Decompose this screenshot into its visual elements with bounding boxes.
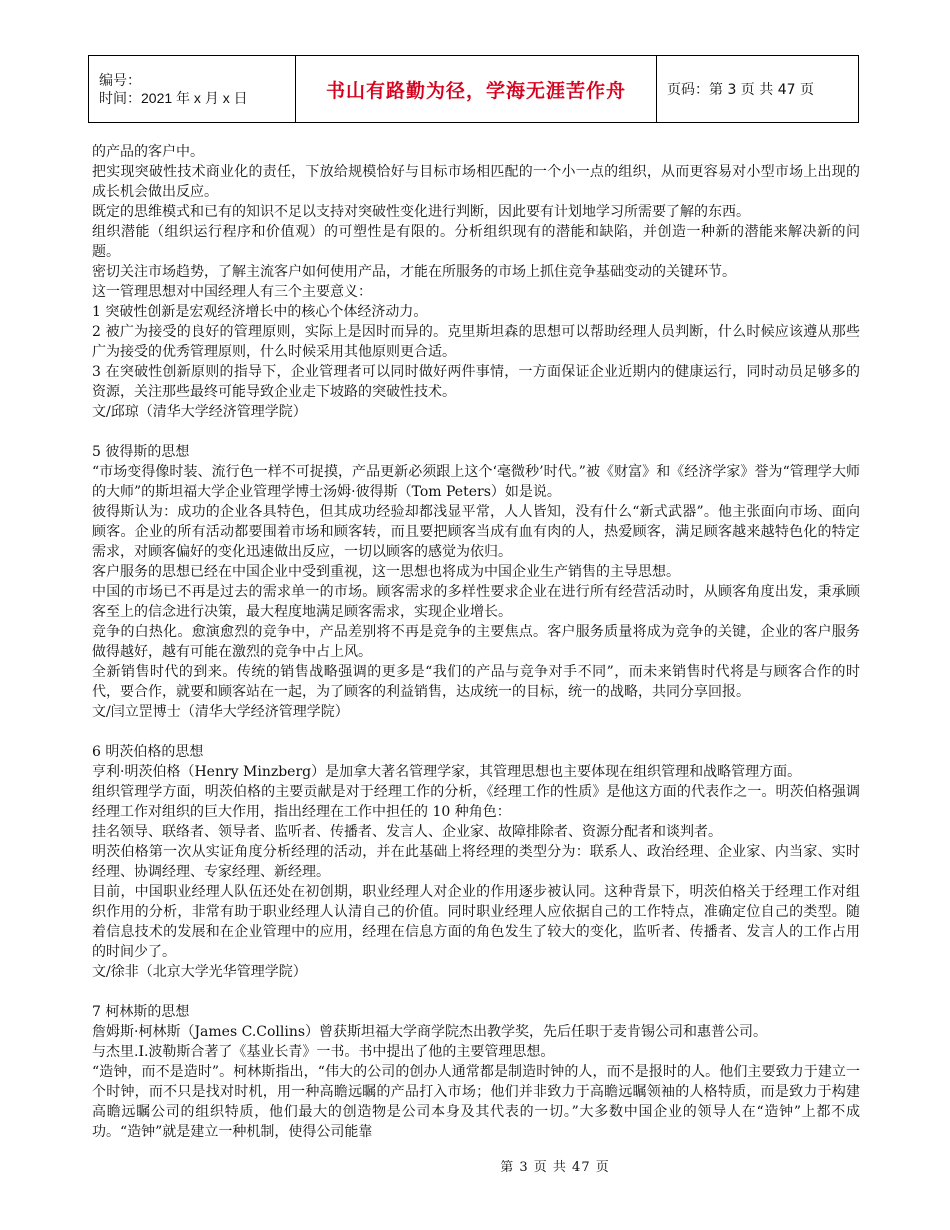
- document-date-label: 时间：2021 年 x 月 x 日: [99, 90, 248, 106]
- paragraph: 这一管理思想对中国经理人有三个主要意义：: [92, 284, 372, 300]
- paragraph: 3 在突破性创新原则的指导下，企业管理者可以同时做好两件事情，一方面保证企业近期内的健康运行，同时动员足够多的资源，关注那些最终可能导致企业走下坡路的突破性技术。: [92, 364, 860, 400]
- paragraph: 明茨伯格第一次从实证角度分析经理的活动，并在此基础上将经理的类型分为：联系人、政治经理、企业家、内当家、实时经理、协调经理、专家经理、新经理。: [92, 844, 860, 880]
- paragraph: 与杰里.I.波勒斯合著了《基业长青》一书。书中提出了他的主要管理思想。: [92, 1044, 555, 1060]
- paragraph: 彼得斯认为：成功的企业各具特色，但其成功经验却都浅显平常，人人皆知，没有什么“新式武器”。他主张面向市场、面向顾客。企业的所有活动都要围着市场和顾客转，而且要把顾客当成有血有肉的人，热爱顾客，满足顾客越来越特色化的特定需求，对顾客偏好的变化迅速做出反应，一切以顾客的感觉为依归。: [92, 504, 860, 560]
- paragraph: 5 彼得斯的思想: [92, 444, 190, 460]
- paragraph: 挂名领导、联络者、领导者、监听者、传播者、发言人、企业家、故障排除者、资源分配者和谈判者。: [92, 824, 722, 840]
- paragraph: 文/徐非（北京大学光华管理学院）: [92, 964, 307, 980]
- paragraph: 文/邱琼（清华大学经济管理学院）: [92, 404, 307, 420]
- paragraph: 文/闫立罡博士（清华大学经济管理学院）: [92, 704, 349, 720]
- paragraph: 中国的市场已不再是过去的需求单一的市场。顾客需求的多样性要求企业在进行所有经营活动时，从顾客角度出发，秉承顾客至上的信念进行决策，最大程度地满足顾客需求，实现企业增长。: [92, 584, 860, 620]
- paragraph: 全新销售时代的到来。传统的销售战略强调的更多是“我们的产品与竞争对手不同”，而未来销售时代将是与顾客合作的时代，要合作，就要和顾客站在一起，为了顾客的利益销售，达成统一的目标，统一的战略，共同分享回报。: [92, 664, 860, 700]
- document-body: [92, 142, 860, 1142]
- paragraph: 目前，中国职业经理人队伍还处在初创期，职业经理人对企业的作用逐步被认同。这种背景下，明茨伯格关于经理工作对组织作用的分析，非常有助于职业经理人认清自己的价值。同时职业经理人应依据自己的工作特点，准确定位自己的类型。随着信息技术的发展和在企业管理中的应用，经理在信息方面的角色发生了较大的变化，监听者、传播者、发言人的工作占用的时间少了。: [92, 884, 860, 960]
- footer-page-number: 第 3 页 共 47 页: [500, 1160, 610, 1175]
- paragraph: “市场变得像时装、流行色一样不可捉摸，产品更新必须跟上这个‘毫微秒’时代。”被《财富》和《经济学家》誉为“管理学大师的大师”的斯坦福大学企业管理学博士汤姆·彼得斯（Tom Peters）如是说。: [92, 464, 860, 500]
- page-footer: [0, 1156, 950, 1175]
- header-motto: 书山有路勤为径，学海无涯苦作舟: [296, 56, 657, 123]
- paragraph: 竞争的白热化。愈演愈烈的竞争中，产品差别将不再是竞争的主要焦点。客户服务质量将成为竞争的关键，企业的客户服务做得越好，越有可能在激烈的竞争中占上风。: [92, 624, 860, 660]
- paragraph: 密切关注市场趋势，了解主流客户如何使用产品，才能在所服务的市场上抓住竞争基础变动的关键环节。: [92, 264, 736, 280]
- paragraph: 亨利·明茨伯格（Henry Minzberg）是加拿大著名管理学家，其管理思想也主要体现在组织管理和战略管理方面。: [92, 764, 802, 780]
- header-page-label: 页码：第 3 页 共 47 页: [657, 56, 859, 123]
- paragraph: 7 柯林斯的思想: [92, 1004, 190, 1020]
- paragraph: 6 明茨伯格的思想: [92, 744, 204, 760]
- paragraph: 既定的思维模式和已有的知识不足以支持对突破性变化进行判断，因此要有计划地学习所需要了解的东西。: [92, 204, 750, 220]
- paragraph: 2 被广为接受的良好的管理原则，实际上是因时而异的。克里斯坦森的思想可以帮助经理人员判断，什么时候应该遵从那些广为接受的优秀管理原则，什么时候采用其他原则更合适。: [92, 324, 860, 360]
- header-table: [88, 55, 859, 123]
- paragraph: 组织管理学方面，明茨伯格的主要贡献是对于经理工作的分析，《经理工作的性质》是他这方面的代表作之一。明茨伯格强调经理工作对组织的巨大作用，指出经理在工作中担任的 10 种角色：: [92, 784, 860, 820]
- blank-line: [92, 722, 860, 742]
- paragraph: 组织潜能（组织运行程序和价值观）的可塑性是有限的。分析组织现有的潜能和缺陷，并创造一种新的潜能来解决新的问题。: [92, 224, 860, 260]
- document-number-label: 编号：: [99, 72, 141, 88]
- header-meta-cell: [89, 56, 296, 123]
- paragraph: 詹姆斯·柯林斯（James C.Collins）曾获斯坦福大学商学院杰出教学奖，先后任职于麦肯锡公司和惠普公司。: [92, 1024, 768, 1040]
- paragraph: “造钟，而不是造时”。柯林斯指出，“伟大的公司的创办人通常都是制造时钟的人，而不是报时的人。他们主要致力于建立一个时钟，而不只是找对时机，用一种高瞻远瞩的产品打入市场；他们并非致力于高瞻远瞩领袖的人格特质，而是致力于构建高瞻远瞩公司的组织特质，他们最大的创造物是公司本身及其代表的一切。”大多数中国企业的领导人在“造钟”上都不成功。“造钟”就是建立一种机制，使得公司能靠: [92, 1064, 860, 1140]
- paragraph: 的产品的客户中。: [92, 144, 204, 160]
- paragraph: 把实现突破性技术商业化的责任，下放给规模恰好与目标市场相匹配的一个小一点的组织，从而更容易对小型市场上出现的成长机会做出反应。: [92, 164, 860, 200]
- paragraph: 客户服务的思想已经在中国企业中受到重视，这一思想也将成为中国企业生产销售的主导思想。: [92, 564, 680, 580]
- blank-line: [92, 422, 860, 442]
- blank-line: [92, 982, 860, 1002]
- paragraph: 1 突破性创新是宏观经济增长中的核心个体经济动力。: [92, 304, 428, 320]
